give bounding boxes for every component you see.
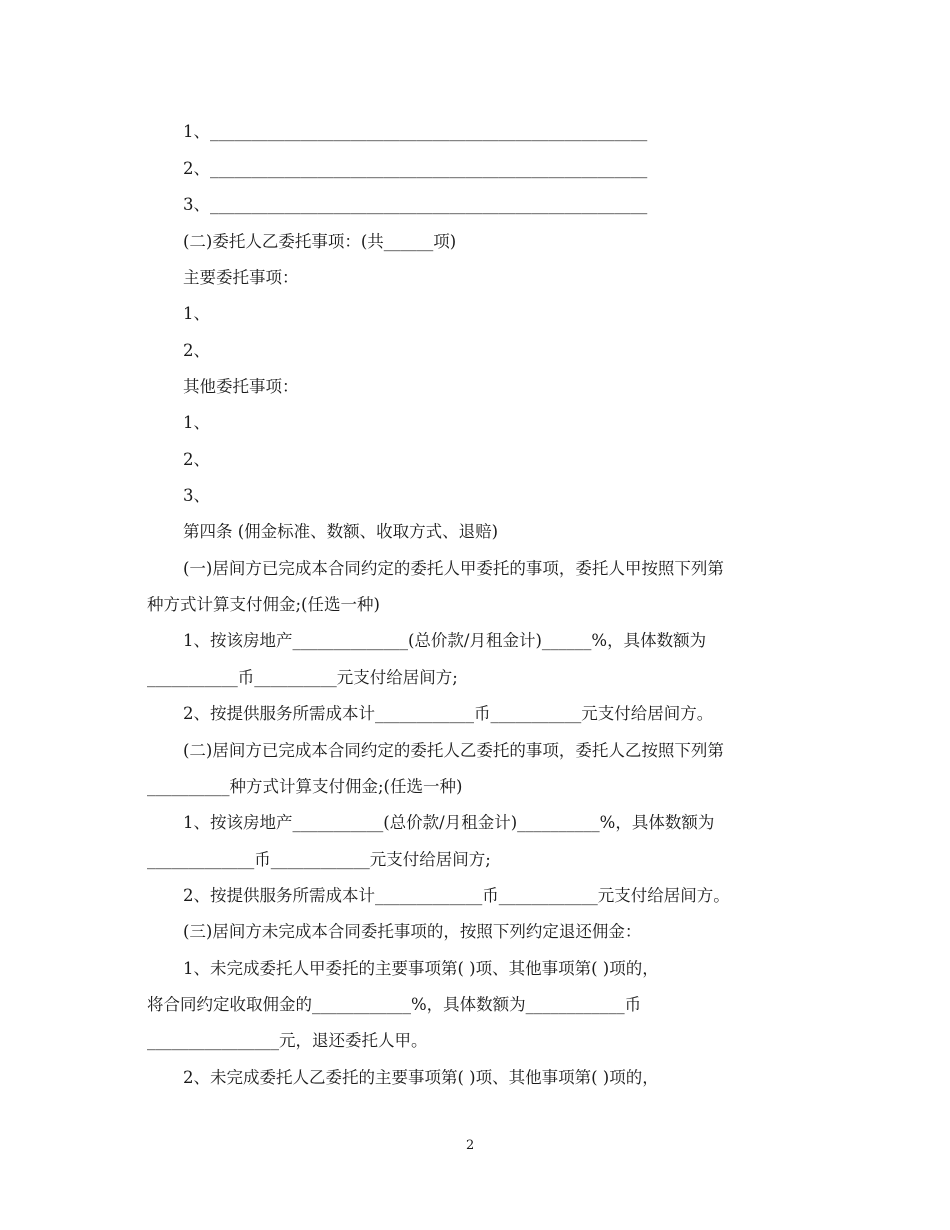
line-19: __________种方式计算支付佣金;(任选一种) [147, 777, 463, 796]
page-number: 2 [466, 1138, 475, 1153]
line-14: 种方式计算支付佣金;(任选一种) [147, 595, 380, 614]
line-9: 1、 [183, 413, 210, 432]
line-17: 2、按提供服务所需成本计____________币___________元支付给居间方。 [183, 704, 714, 723]
line-5: 主要委托事项： [183, 268, 299, 287]
line-7: 2、 [183, 341, 210, 360]
line-18: (二)居间方已完成本合同约定的委托人乙委托的事项，委托人乙按照下列第 [183, 741, 724, 760]
line-27: 2、未完成委托人乙委托的主要事项第( )项、其他事项第( )项的， [183, 1068, 659, 1087]
line-25: 将合同约定收取佣金的____________%，具体数额为____________币 [147, 995, 642, 1014]
line-3: 3、_____________________________________________________ [183, 195, 648, 214]
line-10: 2、 [183, 450, 210, 469]
line-12: 第四条 (佣金标准、数额、收取方式、退赔) [183, 522, 499, 541]
line-8: 其他委托事项： [183, 377, 299, 396]
line-4: (二)委托人乙委托事项：(共______项) [183, 232, 457, 251]
line-21: _____________币____________元支付给居间方; [147, 850, 491, 869]
line-13: (一)居间方已完成本合同约定的委托人甲委托的事项，委托人甲按照下列第 [183, 559, 724, 578]
line-23: (三)居间方未完成本合同委托事项的，按照下列约定退还佣金： [183, 922, 642, 941]
line-26: ________________元，退还委托人甲。 [147, 1031, 428, 1050]
line-6: 1、 [183, 304, 210, 323]
line-16: ___________币__________元支付给居间方; [147, 668, 458, 687]
line-15: 1、按该房地产______________(总价款/月租金计)______%，具体数额为 [183, 631, 707, 650]
line-22: 2、按提供服务所需成本计_____________币____________元支付给居间方。 [183, 886, 730, 905]
line-2: 2、_____________________________________________________ [183, 159, 648, 178]
line-20: 1、按该房地产___________(总价款/月租金计)__________%，具体数额为 [183, 813, 715, 832]
line-11: 3、 [183, 486, 210, 505]
line-1: 1、_____________________________________________________ [183, 122, 648, 141]
line-24: 1、未完成委托人甲委托的主要事项第( )项、其他事项第( )项的， [183, 959, 659, 978]
